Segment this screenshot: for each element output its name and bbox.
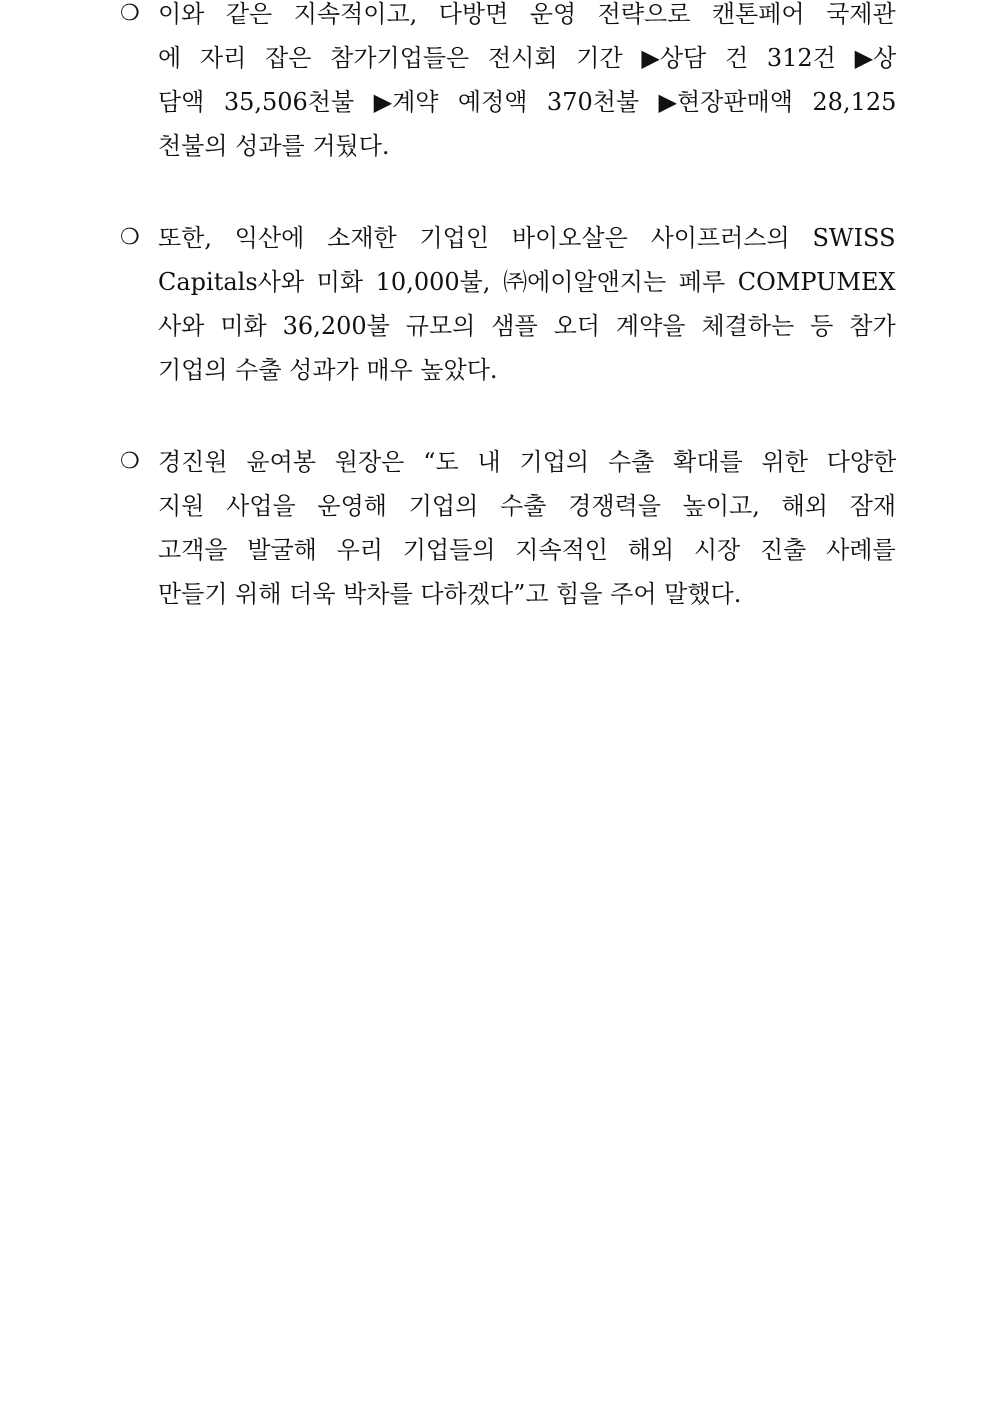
paragraph-3 bbox=[120, 440, 900, 616]
paragraph-line: 이와 같은 지속적이고, 다방면 운영 전략으로 캔톤페어 국제관 bbox=[158, 0, 896, 28]
paragraph-line: 담액 35,506천불 ▶계약 예정액 370천불 ▶현장판매액 28,125 bbox=[158, 88, 897, 116]
circle-bullet-icon: ❍ bbox=[120, 449, 140, 474]
paragraph-line: 사와 미화 36,200불 규모의 샘플 오더 계약을 체결하는 등 참가 bbox=[158, 312, 896, 340]
paragraph-line: 만들기 위해 더욱 박차를 다하겠다”고 힘을 주어 말했다. bbox=[158, 580, 742, 608]
paragraph-line: 또한, 익산에 소재한 기업인 바이오살은 사이프러스의 SWISS bbox=[158, 224, 896, 252]
paragraph-line: 천불의 성과를 거뒀다. bbox=[158, 132, 390, 160]
paragraph-1 bbox=[120, 0, 900, 168]
paragraph-line: 지원 사업을 운영해 기업의 수출 경쟁력을 높이고, 해외 잠재 bbox=[158, 492, 897, 520]
paragraph-2 bbox=[120, 216, 900, 392]
circle-bullet-icon: ❍ bbox=[120, 225, 140, 250]
paragraph-line: 경진원 윤여봉 원장은 “도 내 기업의 수출 확대를 위한 다양한 bbox=[158, 448, 897, 476]
paragraph-line: 고객을 발굴해 우리 기업들의 지속적인 해외 시장 진출 사례를 bbox=[158, 536, 896, 564]
paragraph-line: 에 자리 잡은 참가기업들은 전시회 기간 ▶상담 건 312건 ▶상 bbox=[158, 44, 897, 72]
paragraph-line: Capitals사와 미화 10,000불, ㈜에이알앤지는 페루 COMPUMEX bbox=[158, 268, 896, 296]
circle-bullet-icon: ❍ bbox=[120, 1, 140, 26]
paragraph-line: 기업의 수출 성과가 매우 높았다. bbox=[158, 356, 498, 384]
